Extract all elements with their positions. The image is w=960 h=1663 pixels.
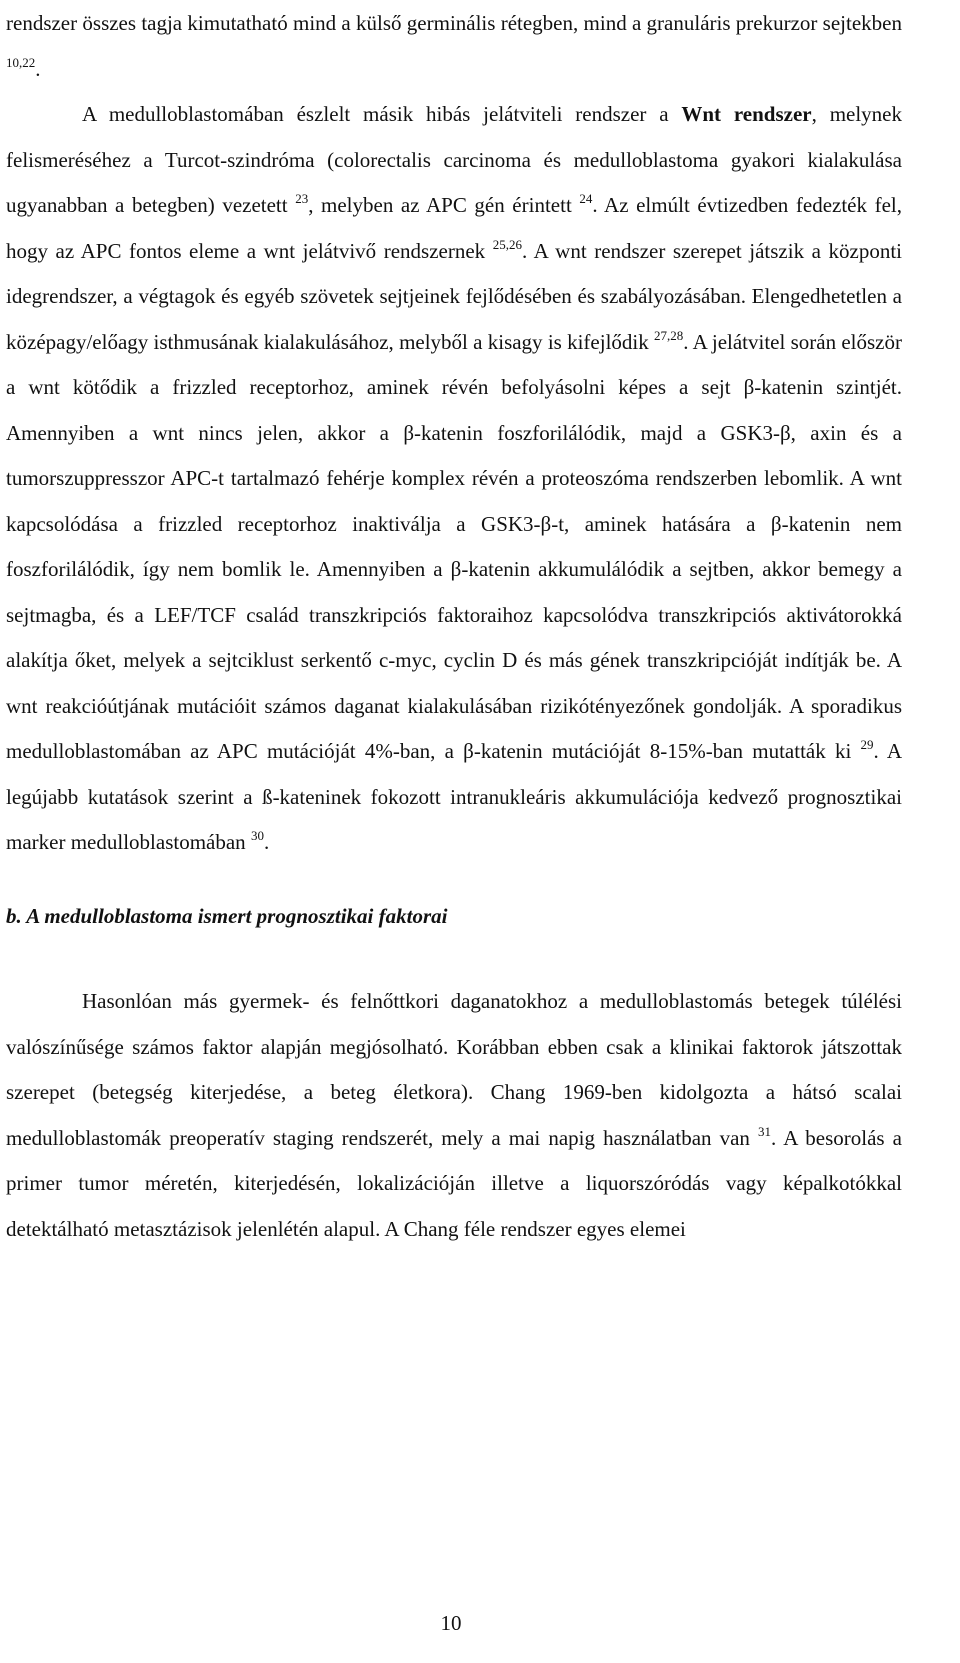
citation-superscript: 25,26 — [492, 236, 522, 252]
text-run: . A legújabb kutatások szerint a ß-kateninek fokozott intranukleáris akkumulációja kedvező prognosztikai marker medulloblastomában — [6, 739, 902, 854]
citation-superscript: 29 — [860, 737, 874, 752]
text-run: , melynek felismeréséhez a Turcot-szindróma (colorectalis carcinoma és medulloblastoma gyakori kialakulása ugyanabban a betegben) vezetett — [6, 102, 903, 217]
citation-superscript: 31 — [758, 1123, 772, 1139]
text-run: Hasonlóan más gyermek- és felnőttkori daganatokhoz a medulloblastomás betegek túlélési valószínűsége számos faktor alapján megjósolható. Korábban ebben csak a klinikai faktorok játszottak szerepet (betegség kiterjedése, a beteg életkora). Chang 1969-ben kidolgozta a hátsó scalai medulloblastomák preoperatív staging rendszerét, mely a mai napig használatban van — [6, 989, 902, 1150]
text-run: A medulloblastomában észlelt másik hibás jelátviteli rendszer a — [82, 102, 682, 126]
paragraph-wnt-system — [6, 92, 902, 866]
section-heading: b. A medulloblastoma ismert prognosztikai faktorai — [6, 903, 448, 928]
citation-superscript: 27,28 — [654, 327, 684, 343]
text-run: . Az elmúlt évtizedben fedezték fel, hogy az APC fontos eleme a wnt jelátvivő rendszernek — [6, 193, 902, 263]
citation-superscript: 24 — [579, 191, 593, 206]
bold-term: Wnt rendszer — [681, 102, 812, 126]
text-run: . A besorolás a primer tumor méretén, kiterjedésén, lokalizációján illetve a liquorszóródás vagy képalkotókkal detektálható metasztázisok jelenlétén alapul. A Chang féle rendszer egyes elemei — [6, 1125, 903, 1241]
paragraph-wnt-intro-end — [6, 1, 902, 92]
text-run: , melyben az APC gén érintett — [308, 193, 580, 217]
text-run: . A wnt rendszer szerepet játszik a központi idegrendszer, a végtagok és egyéb szövetek sejtjeinek fejlődésében és szabályozásában. Elengedhetetlen a középagy/előagy isthmusának kialakulásához, melyből a kisagy is kifejlődik — [6, 238, 902, 354]
citation-superscript: 30 — [250, 828, 264, 843]
paragraph-prognostic-factors — [6, 979, 902, 1252]
text-run: . — [263, 830, 270, 854]
citation-superscript: 23 — [295, 191, 309, 206]
document-page — [6, 0, 902, 1252]
page-number: 10 — [440, 1611, 462, 1635]
text-run: . — [35, 56, 41, 81]
citation-superscript: 10,22 — [6, 54, 36, 70]
text-run: . A jelátvitel során először a wnt kötődik a frizzled receptorhoz, aminek révén befolyásolni képes a sejt β-katenin szintjét. Amennyiben a wnt nincs jelen, akkor a β-katenin foszforilálódik, majd a GSK3-β, axin és a tumorszuppresszor APC-t tartalmazó fehérje komplex révén a proteoszóma rendszerben lebomlik. A wnt kapcsolódása a frizzled receptorhoz inaktiválja a GSK3-β-t, aminek hatására a β-katenin nem foszforilálódik, így nem bomlik le. Amennyiben a β-katenin akkumulálódik a sejtben, akkor bemegy a sejtmagba, és a LEF/TCF család transzkripciós faktoraihoz kapcsolódva transzkripciós aktivátorokká alakítja őket, melyek a sejtciklust serkentő c-myc, cyclin D és más gének transzkripcióját indítják be. A wnt reakcióútjának mutációit számos daganat kialakulásában rizikótényezőnek gondolják. A sporadikus medulloblastomában az APC mutációját 4%-ban, a β-katenin mutációját 8-15%-ban mutatták ki — [6, 329, 902, 763]
text-run: rendszer összes tagja kimutatható mind a külső germinális rétegben, mind a granuláris prekurzor sejtekben — [6, 11, 902, 35]
